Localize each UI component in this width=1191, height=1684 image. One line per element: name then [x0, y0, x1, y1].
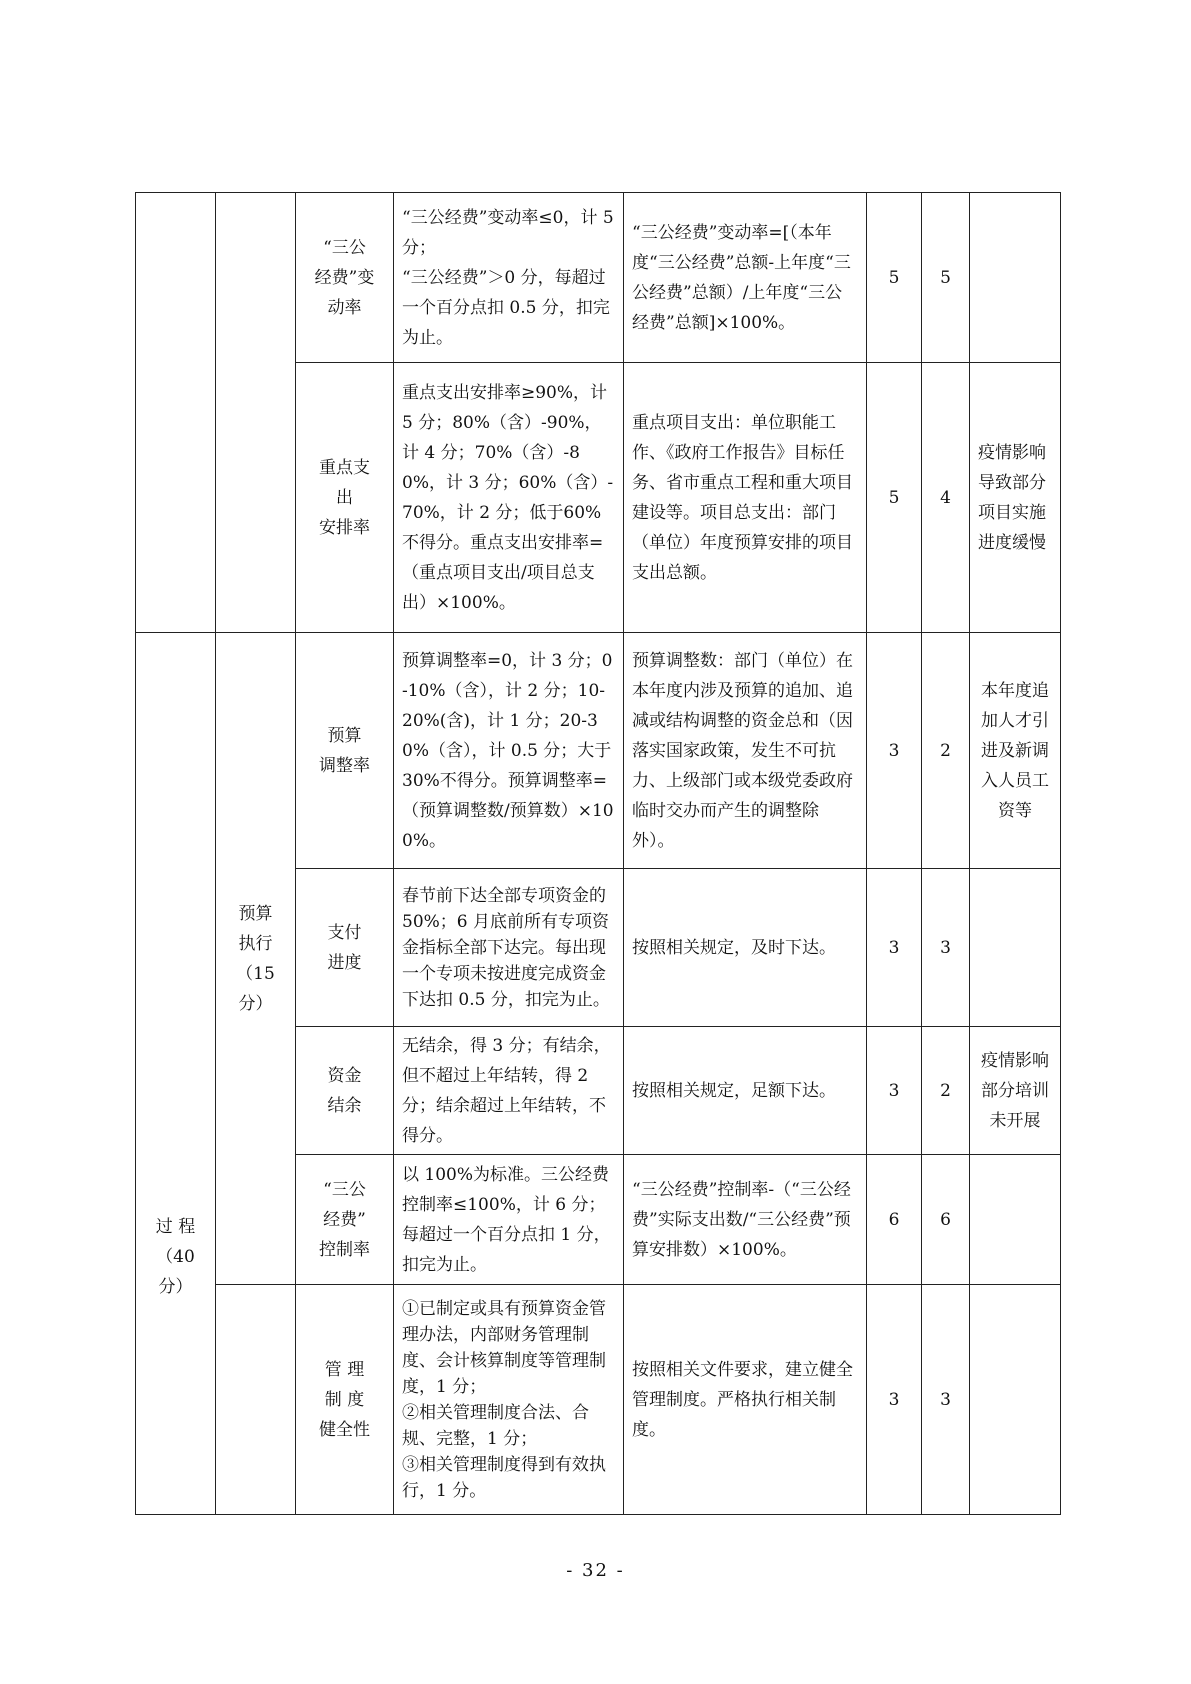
weight: 5	[867, 193, 922, 363]
score: 5	[922, 193, 970, 363]
indicator-name: 资金 结余	[296, 1027, 394, 1155]
score: 6	[922, 1155, 970, 1285]
indicator-explanation: 按照相关规定，足额下达。	[624, 1027, 867, 1155]
level2-indicator-cell	[216, 193, 296, 633]
indicator-name: 支付 进度	[296, 869, 394, 1027]
weight: 5	[867, 363, 922, 633]
note	[970, 193, 1061, 363]
scoring-criteria: 无结余，得 3 分；有结余，但不超过上年结转，得 2 分；结余超过上年结转，不得分。	[394, 1027, 624, 1155]
table-row	[136, 193, 1061, 363]
note: 疫情影响导致部分项目实施进度缓慢	[970, 363, 1061, 633]
weight: 3	[867, 633, 922, 869]
level2-budget-exec: 预算 执行 （15 分）	[216, 633, 296, 1285]
level1-process: 过 程 （40 分）	[136, 633, 216, 1515]
scoring-criteria: “三公经费”变动率≤0，计 5 分； “三公经费”＞0 分，每超过一个百分点扣 0.5 分，扣完为止。	[394, 193, 624, 363]
indicator-explanation: “三公经费”变动率=[（本年度“三公经费”总额-上年度“三公经费”总额）/上年度“三公经费”总额]×100%。	[624, 193, 867, 363]
scoring-criteria: 春节前下达全部专项资金的 50%；6 月底前所有专项资金指标全部下达完。每出现一个专项未按进度完成资金下达扣 0.5 分，扣完为止。	[394, 869, 624, 1027]
indicator-explanation: 预算调整数：部门（单位）在本年度内涉及预算的追加、追减或结构调整的资金总和（因落实国家政策，发生不可抗力、上级部门或本级党委政府临时交办而产生的调整除外）。	[624, 633, 867, 869]
note	[970, 1155, 1061, 1285]
indicator-explanation: 按照相关规定，及时下达。	[624, 869, 867, 1027]
weight: 3	[867, 869, 922, 1027]
indicator-name: 重点支 出 安排率	[296, 363, 394, 633]
note	[970, 1285, 1061, 1515]
scoring-criteria: 预算调整率=0，计 3 分；0-10%（含），计 2 分；10-20%(含)，计 1 分；20-30%（含），计 0.5 分；大于 30%不得分。预算调整率=（预算调整数/预算数）×100%。	[394, 633, 624, 869]
indicator-name: 管 理 制 度 健全性	[296, 1285, 394, 1515]
indicator-name: 预算 调整率	[296, 633, 394, 869]
score: 4	[922, 363, 970, 633]
indicator-name: “三公 经费” 控制率	[296, 1155, 394, 1285]
score: 2	[922, 1027, 970, 1155]
scoring-criteria: ①已制定或具有预算资金管理办法，内部财务管理制度、会计核算制度等管理制度，1 分； ②相关管理制度合法、合规、完整，1 分； ③相关管理制度得到有效执行，1 分。	[394, 1285, 624, 1515]
scoring-criteria: 重点支出安排率≥90%，计 5 分；80%（含）-90%，计 4 分；70%（含）-80%，计 3 分；60%（含）-70%，计 2 分；低于60%不得分。重点支出安排率=（重点项目支出/项目总支出）×100%。	[394, 363, 624, 633]
page-number: - 32 -	[566, 1560, 625, 1581]
table-row	[136, 1285, 1061, 1515]
note: 本年度追加人才引进及新调入人员工资等	[970, 633, 1061, 869]
indicator-explanation: 重点项目支出：单位职能工作、《政府工作报告》目标任务、省市重点工程和重大项目建设等。项目总支出：部门（单位）年度预算安排的项目支出总额。	[624, 363, 867, 633]
note	[970, 869, 1061, 1027]
table-row	[136, 633, 1061, 869]
level2-empty-bottom	[216, 1285, 296, 1515]
indicator-explanation: 按照相关文件要求，建立健全管理制度。严格执行相关制度。	[624, 1285, 867, 1515]
note: 疫情影响部分培训未开展	[970, 1027, 1061, 1155]
performance-evaluation-table	[135, 192, 1061, 1515]
score: 3	[922, 1285, 970, 1515]
score: 3	[922, 869, 970, 1027]
weight: 3	[867, 1285, 922, 1515]
level1-indicator-cell	[136, 193, 216, 633]
indicator-name: “三公 经费”变 动率	[296, 193, 394, 363]
weight: 3	[867, 1027, 922, 1155]
scoring-criteria: 以 100%为标准。三公经费控制率≤100%，计 6 分；每超过一个百分点扣 1 分，扣完为止。	[394, 1155, 624, 1285]
score: 2	[922, 633, 970, 869]
indicator-explanation: “三公经费”控制率-（“三公经费”实际支出数/“三公经费”预算安排数）×100%。	[624, 1155, 867, 1285]
weight: 6	[867, 1155, 922, 1285]
